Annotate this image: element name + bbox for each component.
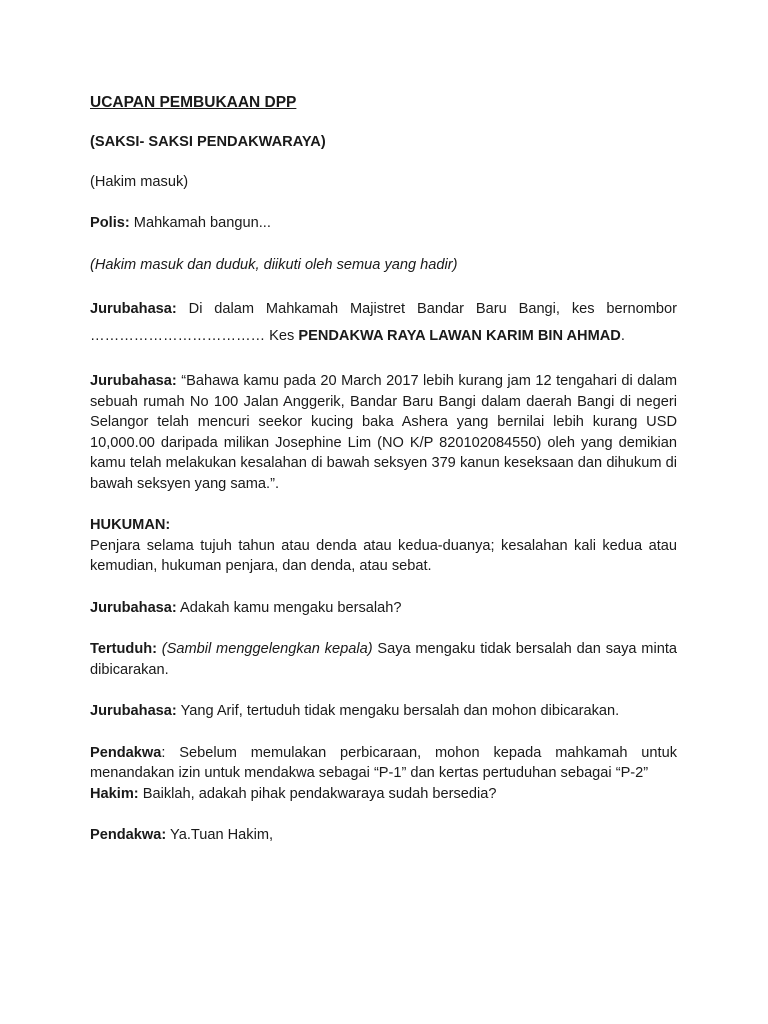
document-title: UCAPAN PEMBUKAAN DPP: [90, 94, 297, 111]
plea-text: Yang Arif, tertuduh tidak mengaku bersalah dan mohon dibicarakan.: [180, 703, 620, 719]
case-title-period: .: [620, 328, 625, 344]
hakim-speaker: Hakim:: [90, 785, 139, 802]
tertuduh-paragraph: [90, 639, 677, 680]
tertuduh-direction: (Sambil menggelengkan kepala): [161, 641, 373, 657]
charge-text: “Bahawa kamu pada 20 March 2017 lebih kurang jam 12 tengahari di dalam sebuah rumah No 100 Jalan Anggerik, Bandar Baru Bangi dalam daerah Bangi di negeri Selangor telah mencuri seekor kucing baka Ashera yang bernilai lebih kurang USD 10,000.00 daripada milikan Josephine Lim (NO K/P 820102084550) oleh yang demikian kamu telah melakukan kesalahan di bawah seksyen 379 kanun keseksaan dan dihukum di bawah seksyen yang sama.”.: [90, 373, 677, 492]
jurubahasa-case-text: Di dalam Mahkamah Majistret Bandar Baru Bangi, kes bernombor: [188, 301, 677, 317]
stage-direction: (Hakim masuk dan duduk, diikuti oleh semua yang hadir): [90, 256, 458, 273]
pendakwa-paragraph: [90, 743, 677, 784]
pendakwa-closing-line: [90, 825, 677, 846]
jurubahasa-speaker: Jurubahasa:: [90, 301, 177, 317]
pendakwa-speaker: Pendakwa:: [90, 827, 167, 843]
jurubahasa-speaker: Jurubahasa:: [90, 599, 177, 616]
hakim-text: Baiklah, adakah pihak pendakwaraya sudah bersedia?: [142, 785, 497, 802]
polis-line: [90, 213, 677, 234]
jurubahasa-case-paragraph: [90, 296, 677, 350]
pendakwa-closing-text: Ya.Tuan Hakim,: [170, 827, 274, 843]
case-title: PENDAKWA RAYA LAWAN KARIM BIN AHMAD: [298, 328, 621, 344]
jurubahasa-speaker: Jurubahasa:: [90, 703, 177, 719]
jurubahasa-question-line: [90, 598, 677, 619]
polis-text: Mahkamah bangun...: [133, 215, 271, 231]
jurubahasa-plea-line: [90, 701, 677, 722]
polis-speaker: Polis:: [90, 215, 130, 231]
pendakwa-text: : Sebelum memulakan perbicaraan, mohon kepada mahkamah untuk menandakan izin untuk mendakwa sebagai “P-1” dan kertas pertuduhan sebagai “P-2”: [90, 744, 677, 781]
hukuman-heading: HUKUMAN:: [90, 517, 171, 533]
question-text: Adakah kamu mengaku bersalah?: [180, 599, 402, 616]
tertuduh-speaker: Tertuduh:: [90, 641, 158, 657]
document-page: [90, 92, 677, 867]
case-number-blank: ……………………………… Kes: [90, 328, 295, 344]
document-subtitle: (SAKSI- SAKSI PENDAKWARAYA): [90, 134, 326, 150]
hukuman-paragraph: [90, 515, 677, 577]
hakim-line: [90, 784, 677, 805]
hukuman-text: Penjara selama tujuh tahun atau denda atau kedua-duanya; kesalahan kali kedua atau kemudian, hukuman penjara, dan denda, atau sebat.: [90, 537, 677, 574]
tertuduh-text: Saya mengaku tidak bersalah dan saya minta dibicarakan.: [90, 641, 677, 678]
pendakwa-speaker: Pendakwa: [90, 744, 162, 761]
jurubahasa-speaker: Jurubahasa:: [90, 373, 177, 389]
hakim-masuk-line: (Hakim masuk): [90, 173, 189, 190]
jurubahasa-charge-paragraph: [90, 371, 677, 494]
